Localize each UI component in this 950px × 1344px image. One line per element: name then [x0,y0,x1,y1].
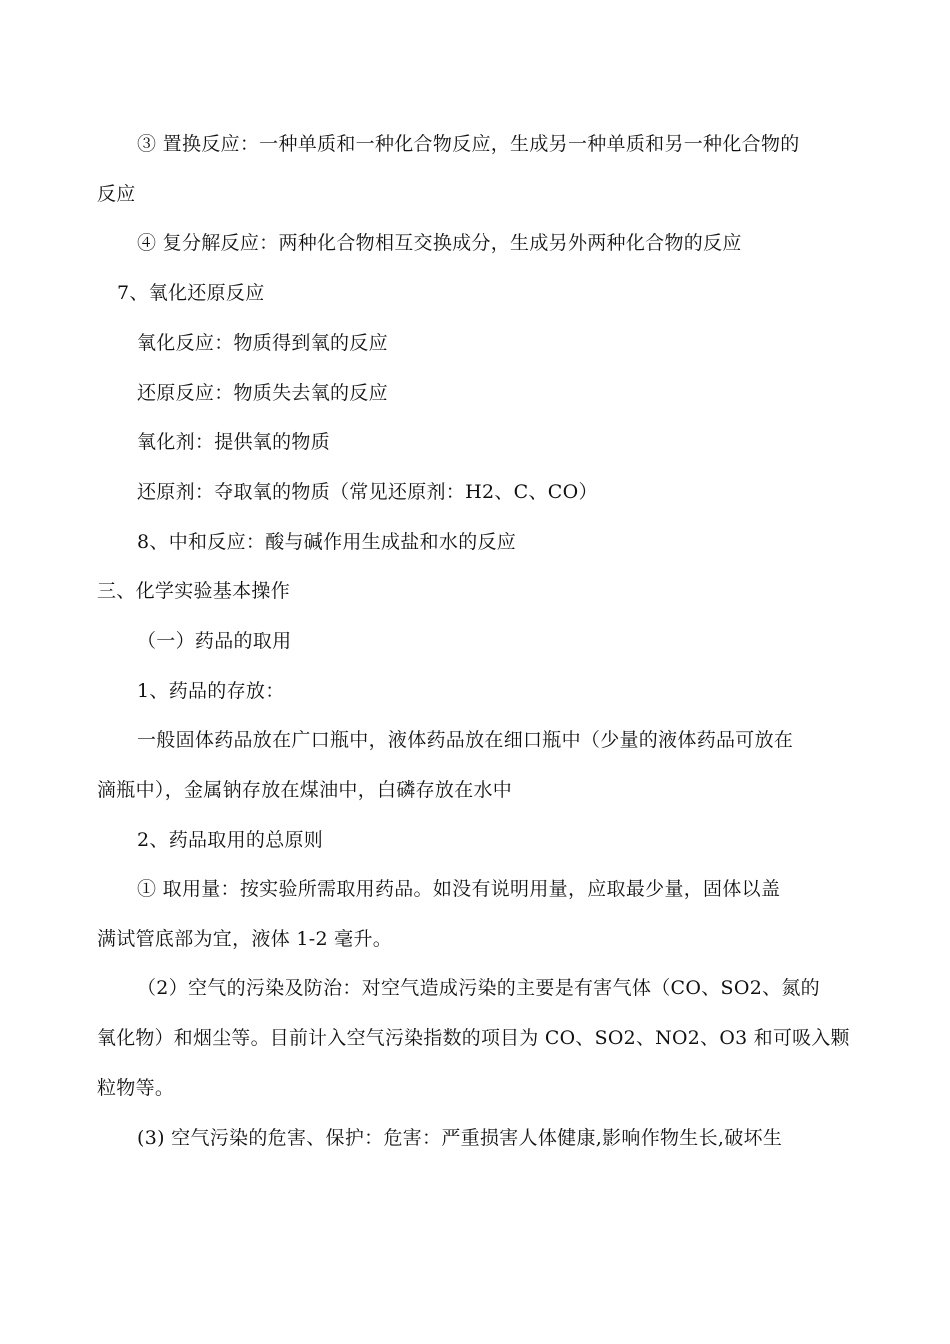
text-line: 氧化物）和烟尘等。目前计入空气污染指数的项目为 CO、SO2、NO2、O3 和可吸入颗 [97,1027,850,1049]
text-line: 粒物等。 [97,1077,175,1099]
text-line: 还原剂：夺取氧的物质（常见还原剂：H2、C、CO） [137,481,598,503]
text-line: 氧化剂：提供氧的物质 [137,431,331,453]
text-line: （2）空气的污染及防治：对空气造成污染的主要是有害气体（CO、SO2、氮的 [137,977,820,999]
text-line: ③ 置换反应：一种单质和一种化合物反应，生成另一种单质和另一种化合物的 [137,133,800,155]
text-line: 氧化反应：物质得到氧的反应 [137,332,388,354]
section-heading: 7、氧化还原反应 [117,282,265,304]
text-line: 反应 [97,183,136,205]
subsection-heading: （一）药品的取用 [137,630,292,652]
chapter-heading: 三、化学实验基本操作 [97,580,291,602]
text-line: 一般固体药品放在广口瓶中，液体药品放在细口瓶中（少量的液体药品可放在 [137,729,794,751]
text-line: 满试管底部为宜，液体 1-2 毫升。 [97,928,393,950]
text-line: 还原反应：物质失去氧的反应 [137,382,388,404]
section-heading: 8、中和反应：酸与碱作用生成盐和水的反应 [137,531,517,553]
text-line: (3) 空气污染的危害、保护：危害：严重损害人体健康,影响作物生长,破坏生 [137,1127,783,1149]
text-line: 滴瓶中），金属钠存放在煤油中，白磷存放在水中 [97,779,513,801]
text-line: ④ 复分解反应：两种化合物相互交换成分，生成另外两种化合物的反应 [137,232,742,254]
section-heading: 1、药品的存放： [137,680,285,702]
text-line: ① 取用量：按实验所需取用药品。如没有说明用量，应取最少量，固体以盖 [137,878,781,900]
section-heading: 2、药品取用的总原则 [137,829,324,851]
